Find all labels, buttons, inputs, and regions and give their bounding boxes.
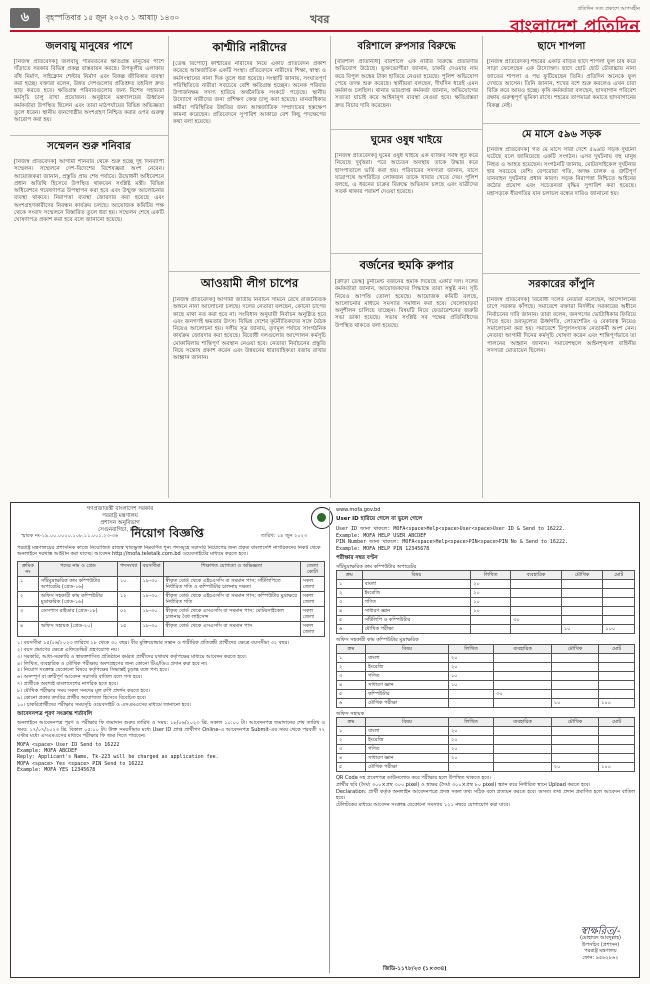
article-headline: সরকারের কাঁপুনি [528, 279, 595, 290]
article-body: [বরিশাল প্রতিনিধি] বরিশালে এক নারীর বিরুদ্ধে প্রতারণার অভিযোগ উঠেছে। ভুক্তভোগীরা জানান, চাকরি দেওয়ার নাম করে বিপুল অঙ্কের টাকা হাতিয়ে নেওয়া হয়েছে। পুলিশ অভিযোগ পেয়ে তদন্ত শুরু করেছে। স্থানীয়রা বলছেন, দীর্ঘদিন ধরেই এমন কর্মকাণ্ড চলছিল। থানার ভারপ্রাপ্ত কর্মকর্তা জানান, অভিযোগের সত্যতা যাচাই করে আইনানুগ ব্যবস্থা নেওয়া হবে। ক্ষতিগ্রস্তরা দ্রুত বিচার দাবি করেছেন। [335, 59, 478, 109]
signature-mark: স্বাক্ষরিত/- [580, 925, 621, 937]
help-line: Example: MOFA HELP PIN 12345678 [336, 545, 430, 552]
table-cell: মৌখিক পরীক্ষা [362, 625, 471, 634]
table-cell: ২ [337, 662, 366, 671]
table-row [337, 589, 635, 598]
sms-instructions [17, 742, 325, 774]
org-line: গণপ্রজাতন্ত্রী বাংলাদেশ সরকার [86, 506, 154, 512]
signatory-title: উপসচিব (প্রশাসন) [581, 941, 620, 948]
article-body: [ক্রীড়া ডেস্ক] টুর্নামেন্ট বর্জনের হুমকি দিয়েছে একটি দল। দলের কর্মকর্তারা জানান, আয়োজকদের সিদ্ধান্তে তারা সন্তুষ্ট নন। সূচি নিয়েও আপত্তি তোলা হয়েছে। আয়োজক কমিটি বলছে, আলোচনার মাধ্যমে সমস্যার সমাধান করা হবে। খেলোয়াড়রা অনুশীলন চালিয়ে যাচ্ছেন। বিষয়টি নিয়ে ফেডারেশনের জরুরি সভা ডাকা হয়েছে। সভায় সংশ্লিষ্ট সব পক্ষের প্রতিনিধিদের উপস্থিত থাকতে বলা হয়েছে। [335, 279, 478, 329]
table-cell: ১০ [471, 607, 511, 616]
article [169, 272, 330, 498]
table-cell: মৌখিক পরীক্ষা [366, 763, 449, 772]
table-cell: স্বীকৃত বোর্ড থেকে এইচএসসি বা সমমান পাস; কম্পিউটার মুদ্রাক্ষরে নির্ধারিত গতি [163, 591, 300, 606]
condition-item: ৭। প্রার্থীকে অবশ্যই বাংলাদেশের নাগরিক হতে হবে। [17, 681, 118, 688]
article [483, 124, 640, 274]
table-cell: গণিত [362, 598, 471, 607]
table-cell: ৩ [337, 745, 366, 754]
table-header-row [337, 571, 635, 580]
condition-item: ৪। লিখিত, ব্যবহারিক ও মৌখিক পরীক্ষায় অংশগ্রহণের জন্য কোনো টিএ/ডিএ প্রদান করা হবে না। [17, 660, 208, 667]
table-header-row [337, 644, 635, 653]
table-cell [599, 653, 635, 662]
table-cell: ২০ [448, 662, 493, 671]
article-headline: বরিশালে রুপসার বিরুদ্ধে [357, 41, 456, 52]
table-cell: অফিস সহায়ক (গ্রেড-২০) [38, 621, 117, 636]
table-cell: ১ [18, 576, 39, 591]
table-cell [599, 680, 635, 689]
table-cell: ৩ [337, 671, 366, 680]
column-header: ক্রমিক নং [18, 561, 39, 576]
ad-reference: স্মারক নং-১৯.০০.০০০০.১০৮.১১.০০১.২৩-৩৬ [21, 533, 119, 539]
table-cell: ০২ [117, 606, 140, 621]
table-row [337, 598, 635, 607]
column-header: ব্যবহারিক [494, 644, 552, 653]
table-cell [599, 727, 635, 736]
table-cell: ১০০ [599, 698, 635, 707]
article-body: [নিজস্ব প্রতিবেদক] শহরের একটি বাড়ির ছাদে শাপলা ফুল চাষ করে সাড়া ফেলেছেন এক উদ্যোক্তা। ছাদে ছোট ছোট চৌবাচ্চায় নানা জাতের শাপলা ও পদ্ম ফুটিয়েছেন তিনি। প্রতিদিন অনেকে ফুল দেখতে আসেন। তিনি জানান, শখের বশে শুরু করলেও এখন চারা বিক্রি করে আয়ও হচ্ছে। কৃষি কর্মকর্তারা বলছেন, ছাদবাগান পরিবেশ রক্ষায় গুরুত্বপূর্ণ ভূমিকা রাখে। শহরের তাপমাত্রা কমাতে ছাদবাগানের বিকল্প নেই। [487, 59, 636, 109]
condition-item: ১। বয়সসীমা ১৫/০৬/২০২৩ তারিখে ১৮ থেকে ৩০ বছর। বীর মুক্তিযোদ্ধার সন্তান ও শারীরিক প্রতিবন্ধী প্রার্থীদের ক্ষেত্রে বয়সসীমা ৩২ বছর। [17, 639, 290, 646]
ad-title: নিয়োগ বিজ্ঞপ্তি [131, 526, 204, 540]
table-cell: ২০ [448, 736, 493, 745]
table-row [337, 607, 635, 616]
article-headline: মে মাসে ৫৯৬ সড়ক [521, 129, 602, 140]
article [331, 254, 482, 498]
column-header: ব্যবহারিক [511, 571, 562, 580]
table-cell: ১০ [551, 698, 598, 707]
table-cell [494, 698, 552, 707]
table-cell [551, 754, 598, 763]
table-cell [603, 589, 635, 598]
article-body: [নিজস্ব প্রতিবেদক] জলবায়ু পরিবর্তনের ক্ষতিগ্রস্ত মানুষের পাশে দাঁড়াতে সরকার বিভিন্ন প্রকল্প বাস্তবায়ন করছে। উপকূলীয় এলাকায় বাঁধ নির্মাণ, সাইক্লোন শেল্টার নির্মাণ এবং বিকল্প জীবিকার ব্যবস্থা করা হচ্ছে। বক্তারা বলেন, উন্নত দেশগুলোর প্রতিশ্রুত তহবিল দ্রুত ছাড় করতে হবে। ক্ষতিগ্রস্ত পরিবারগুলোর জন্য বিশেষ সহায়তা কর্মসূচি চালু রাখা প্রয়োজন। অনুষ্ঠানে মন্ত্রণালয়ের ঊর্ধ্বতন কর্মকর্তারা উপস্থিত ছিলেন এবং তারা মাঠপর্যায়ের বিভিন্ন অভিজ্ঞতা তুলে ধরেন। স্থানীয় জনগোষ্ঠীর অংশগ্রহণ নিশ্চিত করার ওপর গুরুত্ব আরোপ করা হয়। [14, 59, 164, 124]
sms-line: MOFA <space> User ID Send to 16222 [17, 741, 120, 748]
column-header: শিক্ষাগত যোগ্যতা ও অভিজ্ঞতা [163, 561, 300, 576]
section-name: খবর [310, 13, 330, 26]
org-line: প্রশাসন অনুবিভাগ [100, 520, 140, 526]
column-header: জেলা কোটা [300, 561, 324, 576]
table-cell: ২ [337, 736, 366, 745]
table-cell [494, 754, 552, 763]
article-headline: কাশ্মীরি নারীদের [212, 40, 287, 54]
table-cell [561, 616, 603, 625]
footer-note: QR Code সহ প্রবেশপত্র ডাউনলোড করে পরীক্ষার হলে উপস্থিত থাকতে হবে। [336, 775, 491, 782]
table-cell: ইংরেজি [366, 736, 449, 745]
article-body: [নিজস্ব প্রতিবেদক] আগামী জাতীয় নির্বাচন সামনে রেখে রাজনৈতিক অঙ্গনে নানা আলোচনা চলছে। দলের নেতারা বলছেন, কোনো চাপের কাছে মাথা নত করা হবে না। সংবিধান অনুযায়ী নির্বাচন অনুষ্ঠিত হবে এবং জনগণই ক্ষমতার উৎস। বিভিন্ন দেশের কূটনীতিকদের সঙ্গে বৈঠক নিয়েও আলোচনা হয়। দলীয় সূত্র জানায়, তৃণমূল পর্যায়ে সাংগঠনিক কার্যক্রম জোরদার করা হয়েছে। বিরোধী দলগুলোর আন্দোলন কর্মসূচি মোকাবিলায় শান্তিপূর্ণ অবস্থান নেওয়া হবে। নেতারা নির্বাচনের প্রস্তুতি নিয়ে সন্তোষ প্রকাশ করেন এবং উন্নয়নের ধারাবাহিকতা বজায় রাখার আহ্বান জানান। [173, 297, 326, 362]
news-column-2 [168, 36, 330, 498]
ad-left-column [17, 545, 325, 973]
table-cell: ১৮-৩০ [140, 576, 163, 591]
table-cell: ১ [337, 580, 363, 589]
table-cell: গণিত [366, 671, 449, 680]
table-cell [603, 580, 635, 589]
table-cell: ২০ [448, 653, 493, 662]
table-cell [603, 616, 635, 625]
table-cell [511, 607, 562, 616]
table-cell [494, 745, 552, 754]
newspaper-logo: বাংলাদেশ প্রতিদিন [510, 17, 640, 37]
website-line: www.mofa.gov.bd [336, 507, 381, 513]
article [10, 36, 168, 136]
table-cell [603, 598, 635, 607]
table-cell: বাংলা [362, 580, 471, 589]
signature-block [579, 925, 621, 961]
table-cell [561, 607, 603, 616]
table-cell [599, 671, 635, 680]
column-header: লিখিত [448, 718, 493, 727]
table-cell: ৫ [337, 763, 366, 772]
table-cell: ৩০ [511, 616, 562, 625]
table-cell: ২০ [448, 745, 493, 754]
exam-table [336, 570, 635, 634]
article [331, 130, 482, 254]
table-cell: ১০ [561, 625, 603, 634]
column-header: মোট [603, 571, 635, 580]
condition-item: ৮। মৌখিক পরীক্ষার সময় সকল সনদের মূল কপি প্রদর্শন করতে হবে। [17, 688, 150, 695]
table-cell: ১৮-৩০ [140, 606, 163, 621]
table-cell: ১ [337, 727, 366, 736]
exam-table-caption: অফিস সহকারী কাম কম্পিউটার মুদ্রাক্ষরিক [336, 637, 419, 644]
table-cell [599, 754, 635, 763]
help-instructions [336, 526, 635, 552]
table-cell: ১০ [448, 680, 493, 689]
table-cell: ১৮-৩০ [140, 591, 163, 606]
ad-code: জিডি-১১৭৮/২৩ (১×৩৩৪) [383, 966, 447, 972]
table-cell: স্বীকৃত বোর্ড থেকে এসএসসি বা সমমান পাস [163, 621, 300, 636]
table-cell: সাঁটমুদ্রাক্ষরিক কাম কম্পিউটার অপারেটর (গ্রেড-১৬) [38, 576, 117, 591]
table-cell: ২০ [471, 580, 511, 589]
table-cell [494, 653, 552, 662]
table-cell [471, 616, 511, 625]
table-cell [448, 689, 493, 698]
table-cell [551, 662, 598, 671]
table-cell [599, 689, 635, 698]
table-cell [494, 727, 552, 736]
article [331, 36, 482, 130]
table-cell: ১ [337, 653, 366, 662]
table-cell [511, 580, 562, 589]
table-row [337, 625, 635, 634]
table-cell: স্বীকৃত বোর্ড থেকে এইচএসসি বা সমমান পাস; সাঁটলিপিতে নির্ধারিত গতি ও কম্পিউটার চালনায় দক্ষতা [163, 576, 300, 591]
table-cell: ৫ [337, 616, 363, 625]
table-row [18, 591, 325, 606]
table-cell: ২ [18, 591, 39, 606]
condition-item: ২। বয়স প্রমাণের ক্ষেত্রে এফিডেভিট গ্রহণযোগ্য নয়। [17, 646, 119, 653]
apply-text: অনলাইনে আবেদনপত্র পূরণ ও পরীক্ষার ফি জমাদান শুরুর তারিখ ও সময়: ১৮/০৬/২০২৩ খ্রি. সকাল ১০:০০ টা। আবেদনপত্র জমাদানের শেষ তারিখ ও সময়: ১৭/০৭/২০২৩ খ্রি. বিকাল ০৫:০০ টা। উক্ত সময়সীমার মধ্যে User ID প্রাপ্ত প্রার্থীগণ Online-এ আবেদনপত্র Submit-এর সময় থেকে পরবর্তী ৭২ ঘণ্টার মধ্যে এসএমএসের মাধ্যমে পরীক্ষার ফি জমা দিতে পারবেন। [17, 720, 325, 740]
table-cell [599, 736, 635, 745]
news-column-4 [482, 36, 640, 498]
footer-note: টেলিটকের মাধ্যমে আবেদন সংক্রান্ত যেকোনো সমস্যায় ১২১ নম্বরে যোগাযোগ করা যাবে। [336, 802, 511, 809]
table-cell: ডেসপাস রাইডার (গ্রেড-১৮) [38, 606, 117, 621]
table-cell: ১০০ [599, 763, 635, 772]
table-cell: সাঁটলিপি ও কম্পিউটার [362, 616, 471, 625]
table-row [337, 698, 635, 707]
org-line: পররাষ্ট্র মন্ত্রণালয় [102, 513, 138, 519]
exam-table [336, 644, 635, 708]
article [169, 36, 330, 272]
table-cell: ৩ [18, 606, 39, 621]
table-cell: সকল জেলা [300, 606, 324, 621]
table-row [18, 606, 325, 621]
table-cell [599, 745, 635, 754]
table-cell: বাংলা [366, 727, 449, 736]
table-cell: ৪ [337, 680, 366, 689]
table-cell [551, 671, 598, 680]
job-advertisement [10, 502, 640, 978]
conditions-list [17, 640, 325, 709]
table-cell [551, 727, 598, 736]
help-heading: User ID হারিয়ে গেলে বা ভুলে গেলে [336, 516, 423, 523]
column-header: মৌখিক [561, 571, 603, 580]
table-cell: ১০ [448, 671, 493, 680]
table-cell [511, 589, 562, 598]
positions-table [17, 561, 325, 637]
article-body: [নিজস্ব প্রতিবেদক] আগামী শনিবার থেকে শুরু হচ্ছে দুই দিনব্যাপী সম্মেলন। সম্মেলনে দেশ-বিদেশের বিশেষজ্ঞরা অংশ নেবেন। আয়োজকরা জানান, প্রস্তুতি প্রায় শেষ পর্যায়ে। উদ্বোধনী অধিবেশনে প্রধান অতিথি হিসেবে উপস্থিত থাকবেন সংশ্লিষ্ট মন্ত্রী। বিভিন্ন অধিবেশনে গবেষণাপত্র উপস্থাপন করা হবে এবং উন্মুক্ত আলোচনার ব্যবস্থা থাকবে। নিরাপত্তা ব্যবস্থা জোরদার করা হয়েছে এবং অংশগ্রহণকারীদের নিবন্ধন কার্যক্রম চলছে। আয়োজক কমিটির পক্ষ থেকে সংবাদ সম্মেলনে বিস্তারিত তুলে ধরা হয়। সম্মেলন শেষে একটি ঘোষণাপত্র প্রকাশ করা হবে বলে জানানো হয়েছে। [14, 159, 164, 224]
exam-tables [336, 564, 635, 772]
article-headline: জলবায়ু মানুষের পাশে [45, 41, 133, 52]
table-cell: সাধারণ জ্ঞান [366, 754, 449, 763]
table-row [337, 689, 635, 698]
table-cell: বাংলা [366, 653, 449, 662]
table-cell: ৬ [337, 625, 363, 634]
exam-heading: পরীক্ষার নম্বর বণ্টন [336, 555, 378, 562]
article-body: [ডেস্ক রিপোর্ট] কাশ্মীরের নারীদের নিয়ে একটি প্রতিবেদন প্রকাশ করেছে আন্তর্জাতিক একটি সংস্থা। প্রতিবেদনে নারীদের শিক্ষা, স্বাস্থ্য ও কর্মসংস্থানের নানা দিক তুলে ধরা হয়েছে। সংস্থাটি জানায়, সংঘাতপূর্ণ পরিস্থিতিতে নারীরা সবচেয়ে বেশি ক্ষতিগ্রস্ত হচ্ছেন। অনেক পরিবার উপার্জনক্ষম সদস্য হারিয়ে অর্থনৈতিক সংকটে পড়েছে। স্থানীয় উদ্যোগে নারীদের জন্য প্রশিক্ষণ কেন্দ্র চালু করা হয়েছে। মানবাধিকার কর্মীরা পরিস্থিতির উন্নতির জন্য আন্তর্জাতিক সম্প্রদায়ের হস্তক্ষেপ কামনা করেছেন। প্রতিবেদনে সুপারিশ আকারে বেশ কিছু পদক্ষেপের কথা বলা হয়েছে। [173, 61, 326, 126]
signatory-phone: ফোন: ৯৫৬২৮৬২ [582, 954, 619, 961]
column-header: বয়সসীমা [140, 561, 163, 576]
sms-line: Reply: Applicant's Name, Tk-223 will be charged as application fee. [17, 754, 219, 761]
table-cell [551, 689, 598, 698]
table-row [337, 763, 635, 772]
condition-item: ৩। সরকারি, আধা-সরকারি ও স্বায়ত্তশাসিত প্রতিষ্ঠানে কর্মরত প্রার্থীদের যথাযথ কর্তৃপক্ষের মাধ্যমে আবেদন করতে হবে। [17, 653, 247, 660]
article-headline: সম্মেলন শুরু শনিবার [47, 141, 131, 152]
help-line: Example: MOFA HELP USER ABCDEF [336, 532, 427, 539]
table-cell: ৪ [337, 754, 366, 763]
column-header: পদের নাম ও গ্রেড [38, 561, 117, 576]
footer-note: প্রার্থীর ছবি (দৈর্ঘ্য ৩০০×প্রস্থ ৩০০ pixel) ও স্বাক্ষর (দৈর্ঘ্য ৩০০×প্রস্থ ৮০ pixel) স্ক্যান করে নির্ধারিত স্থানে Upload করতে হবে। [336, 782, 591, 789]
column-header: মৌখিক [551, 718, 598, 727]
table-row [337, 580, 635, 589]
table-cell: সকল জেলা [300, 576, 324, 591]
table-cell: ৪ [337, 607, 363, 616]
table-row [337, 745, 635, 754]
ad-right-column [329, 507, 635, 973]
column-header: মোট [599, 644, 635, 653]
column-header: ক্রম [337, 644, 366, 653]
column-header: লিখিত [448, 644, 493, 653]
table-cell [494, 736, 552, 745]
table-cell [603, 607, 635, 616]
signatory-name: (মোহাম্মদ আবদুল্লাহ) [579, 935, 621, 942]
table-cell [551, 736, 598, 745]
condition-item: ৫। নিয়োগ সংক্রান্ত যেকোনো বিষয়ে কর্তৃপক্ষের সিদ্ধান্তই চূড়ান্ত বলে গণ্য হবে। [17, 667, 169, 674]
table-row [337, 653, 635, 662]
column-header: ক্রম [337, 718, 366, 727]
article-headline: ঘুমের ওষুধ খাইয়ে [370, 135, 443, 146]
footer-notes [336, 775, 635, 809]
table-cell: ইংরেজি [366, 662, 449, 671]
table-cell [551, 680, 598, 689]
article-headline: ছাদে শাপলা [537, 41, 586, 52]
table-cell [494, 671, 552, 680]
table-row [337, 680, 635, 689]
table-row [18, 576, 325, 591]
table-cell: ২০ [448, 754, 493, 763]
condition-item: ১০। চাকরিপ্রার্থীদের পরীক্ষার সময়সূচি ওয়েবসাইট ও এসএমএসের মাধ্যমে জানানো হবে। [17, 701, 191, 708]
table-row [337, 754, 635, 763]
table-cell [551, 745, 598, 754]
table-cell: ১২ [117, 591, 140, 606]
exam-table-caption: অফিস সহায়ক [336, 710, 365, 717]
table-row [337, 736, 635, 745]
column-header: বিষয় [362, 571, 471, 580]
table-header-row [18, 561, 325, 576]
column-header: ব্যবহারিক [494, 718, 552, 727]
table-cell [561, 598, 603, 607]
footer-note: Declaration: প্রার্থী কর্তৃক অনলাইন আবেদনপত্রে প্রদত্ত সকল তথ্য সঠিক বলে প্রত্যয়ন করতে হবে। অসত্য তথ্য প্রদান প্রমাণিত হলে আবেদন বাতিল হবে। [336, 789, 635, 802]
article [483, 274, 640, 498]
table-row [337, 671, 635, 680]
column-header: মৌখিক [551, 644, 598, 653]
table-cell: মৌখিক পরীক্ষা [366, 698, 449, 707]
table-cell [494, 763, 552, 772]
table-cell: গণিত [366, 745, 449, 754]
table-cell: ৩ [337, 598, 363, 607]
sms-line: Example: MOFA YES 12345678 [17, 767, 96, 774]
column-header: পদসংখ্যা [117, 561, 140, 576]
condition-item: ৯। কোনো প্রকার তদবির প্রার্থীর অযোগ্যতা হিসেবে বিবেচিত হবে। [17, 695, 147, 702]
apply-heading: আবেদনপত্র পূরণ সংক্রান্ত শর্তাবলি [17, 711, 93, 718]
table-cell: ইংরেজি [362, 589, 471, 598]
table-cell [448, 698, 493, 707]
sms-line: MOFA <space> Yes <space> PIN Send to 16222 [17, 760, 144, 767]
org-line: সেগুনবাগিচা, ঢাকা। [97, 527, 143, 533]
table-cell: সাধারণ জ্ঞান [366, 680, 449, 689]
table-cell [551, 653, 598, 662]
table-cell: ১৫ [117, 621, 140, 636]
ad-intro: পররাষ্ট্র মন্ত্রণালয়ের প্রশাসনিক কাজে নিয়োজিত রাজস্ব খাতভুক্ত নিম্নবর্ণিত শূন্য পদসমূহে সরাসরি নিয়োগের জন্য প্রকৃত বাংলাদেশি নাগরিকদের নিকট থেকে অনলাইনে দরখাস্ত আহ্বান করা যাচ্ছে। আবেদন http://mofa.teletalk.com.bd ওয়েবসাইটের মাধ্যমে করতে হবে। [17, 545, 321, 558]
table-cell: ১০ [117, 576, 140, 591]
table-row [18, 621, 325, 636]
table-cell: ১০০ [603, 625, 635, 634]
page-header [10, 6, 640, 37]
exam-table-caption: সাঁটমুদ্রাক্ষরিক কাম কম্পিউটার অপারেটর [336, 564, 417, 571]
table-cell: ২০ [448, 727, 493, 736]
signatory-office: পররাষ্ট্র মন্ত্রণালয় [584, 948, 617, 955]
table-cell: ৪ [18, 621, 39, 636]
article-headline: আওয়ামী লীগ চাপের [200, 276, 299, 290]
column-header: বিষয় [366, 718, 449, 727]
table-cell [599, 662, 635, 671]
column-header: বিষয় [366, 644, 449, 653]
table-row [337, 727, 635, 736]
news-column-3 [330, 36, 482, 498]
table-cell [494, 662, 552, 671]
news-area [10, 36, 640, 498]
condition-item: ৬। অসম্পূর্ণ বা ত্রুটিপূর্ণ আবেদন সরাসরি বাতিল বলে গণ্য হবে। [17, 674, 143, 681]
table-cell: সকল জেলা [300, 621, 324, 636]
help-line: User ID জানা থাকলে: MOFA<space>Help<space>User<space>User ID & Send to 16222. [336, 526, 565, 533]
article-body: [নিজস্ব প্রতিবেদক] বিরোধী দলের নেতারা বলেছেন, আন্দোলনের চাপে সরকার কাঁপছে। সমাবেশে বক্তারা নির্দলীয় সরকারের অধীনে নির্বাচনের দাবি জানান। তারা বলেন, জনগণের ভোটাধিকার ফিরিয়ে দিতে হবে। দ্রব্যমূল্যের ঊর্ধ্বগতি, লোডশেডিং ও বেকারত্ব নিয়েও সমালোচনা করা হয়। সমাবেশে বিপুলসংখ্যক নেতাকর্মী অংশ নেন। নেতারা আগামী দিনের কর্মসূচি ঘোষণা করেন এবং শান্তিপূর্ণভাবে তা পালনের আহ্বান জানান। সমাবেশস্থলে আইনশৃঙ্খলা বাহিনীর সদস্যরা মোতায়েন ছিলেন। [487, 297, 636, 355]
column-header: লিখিত [471, 571, 511, 580]
article-headline: বর্জনের হুমকি রুপার [359, 258, 454, 272]
table-cell: সকল জেলা [300, 591, 324, 606]
table-cell: ২০ [471, 589, 511, 598]
table-cell [561, 580, 603, 589]
table-cell: ১০ [471, 598, 511, 607]
article-body: [নিজস্ব প্রতিবেদক] গত মে মাসে সারা দেশে ৫৯৬টি সড়ক দুর্ঘটনা ঘটেছে বলে জানিয়েছে একটি সংগঠন। এসব দুর্ঘটনায় বহু মানুষ নিহত ও আহত হয়েছেন। সংগঠনটি জানায়, মোটরসাইকেল দুর্ঘটনার হার সবচেয়ে বেশি। বেপরোয়া গতি, অদক্ষ চালক ও ত্রুটিপূর্ণ যানবাহন দুর্ঘটনার প্রধান কারণ। সড়ক নিরাপত্তা নিশ্চিতে আইনের কঠোর প্রয়োগ এবং সচেতনতা বৃদ্ধির সুপারিশ করা হয়েছে। মহাসড়কে ধীরগতির যান চলাচল বন্ধের দাবিও জানানো হয়। [487, 147, 636, 197]
table-cell [471, 625, 511, 634]
article [483, 36, 640, 124]
table-cell [511, 625, 562, 634]
table-cell [494, 680, 552, 689]
help-line: PIN Number জানা থাকলে: MOFA<space>Help<space>PIN<space>PIN No & Send to 16222. [336, 539, 568, 546]
article [10, 136, 168, 498]
table-cell [448, 763, 493, 772]
news-column-1 [10, 36, 168, 498]
column-header: মোট [599, 718, 635, 727]
table-cell [561, 589, 603, 598]
table-cell: ৫ [337, 689, 366, 698]
date-line: বৃহস্পতিবার ১৫ জুন ২০২৩ ১ আষাঢ় ১৪৩০ [46, 13, 180, 22]
table-cell: ১৮-৩০ [140, 621, 163, 636]
table-cell: ৬ [337, 698, 366, 707]
table-row [337, 616, 635, 625]
table-cell: অফিস সহকারী কাম কম্পিউটার মুদ্রাক্ষরিক (গ্রেড-১৬) [38, 591, 117, 606]
ad-date: তারিখ: ১৪ জুন ২০২৩ [261, 533, 308, 539]
table-cell: স্বীকৃত বোর্ড থেকে এসএসসি বা সমমান পাস; মোটরসাইকেল চালনার বৈধ লাইসেন্স [163, 606, 300, 621]
article-body: [নিজস্ব প্রতিবেদক] ঘুমের ওষুধ খাইয়ে এক ব্যক্তির সর্বস্ব লুট করে নিয়েছে দুর্বৃত্তরা। পরে অচেতন অবস্থায় তাকে উদ্ধার করে হাসপাতালে ভর্তি করা হয়। পরিবারের সদস্যরা জানান, বাসে যাত্রাপথে অপরিচিত লোকজন তাকে খাবার খেতে দেয়। পুলিশ বলছে, এ ধরনের চক্রের বিরুদ্ধে অভিযান চলছে এবং যাত্রীদের সতর্ক থাকার পরামর্শ দেওয়া হয়েছে। [335, 153, 478, 196]
tagline: প্রতিদিন সত্য প্রকাশে আপসহীন [577, 6, 640, 12]
table-cell: ২ [337, 589, 363, 598]
column-header: ক্রম [337, 571, 363, 580]
table-cell [511, 598, 562, 607]
table-header-row [337, 718, 635, 727]
exam-table [336, 717, 635, 772]
page-number: ৬ [10, 8, 40, 28]
table-cell: ২০ [551, 763, 598, 772]
sms-line: Example: MOFA ABCDEF [17, 748, 78, 754]
table-row [337, 662, 635, 671]
table-cell: কম্পিউটার [366, 689, 449, 698]
table-cell: ৩০ [494, 689, 552, 698]
table-cell: সাধারণ জ্ঞান [362, 607, 471, 616]
